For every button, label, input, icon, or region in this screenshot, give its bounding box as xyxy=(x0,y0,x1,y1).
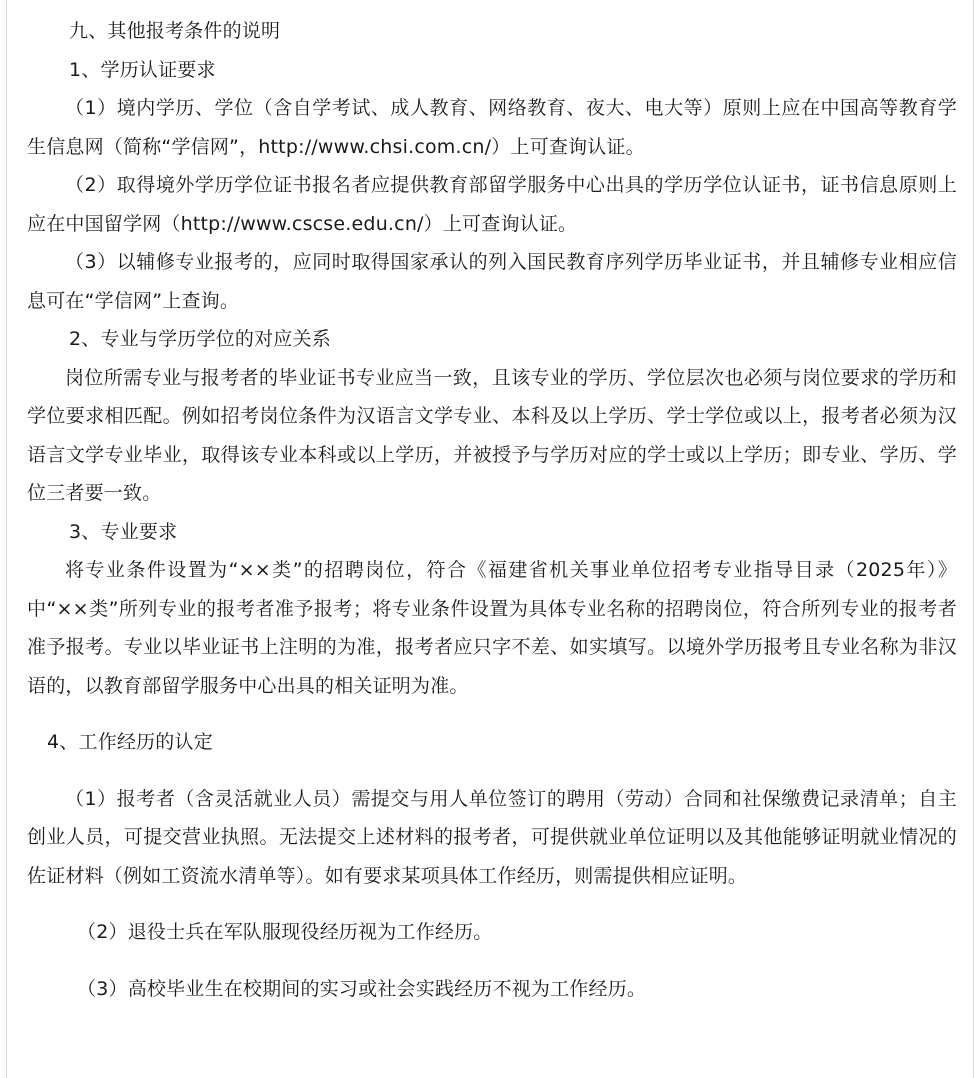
sub4-paragraph-2: （2）退役士兵在军队服现役经历视为工作经历。 xyxy=(77,921,493,943)
sub4-paragraph-3: （3）高校毕业生在校期间的实习或社会实践经历不视为工作经历。 xyxy=(77,977,647,1000)
section-title: 九、其他报考条件的说明 xyxy=(69,20,281,42)
sub3-title: 3、专业要求 xyxy=(69,520,178,543)
sub1-paragraph-1: （1）境内学历、学位（含自学考试、成人教育、网络教育、夜大、电大等）原则上应在中国高等教育学生信息网（简称“学信网”，http://www.chsi.com.cn/）上可查询认证。 xyxy=(27,97,957,158)
sub4-paragraph-1: （1）报考者（含灵活就业人员）需提交与用人单位签订的聘用（劳动）合同和社保缴费记录清单；自主创业人员，可提交营业执照。无法提交上述材料的报考者，可提供就业单位证明以及其他能够证明就业情况的佐证材料（例如工资流水清单等）。如有要求某项具体工作经历，则需提供相应证明。 xyxy=(27,787,957,887)
sub2-paragraph-1: 岗位所需专业与报考者的毕业证书专业应当一致，且该专业的学历、学位层次也必须与岗位要求的学历和学位要求相匹配。例如招考岗位条件为汉语言文学专业、本科及以上学历、学士学位或以上，报考者必须为汉语言文学专业毕业，取得该专业本科或以上学历，并被授予与学历对应的学士或以上学历；即专业、学历、学位三者要一致。 xyxy=(27,366,957,504)
sub1-title: 1、学历认证要求 xyxy=(69,58,216,81)
sub1-paragraph-2: （2）取得境外学历学位证书报名者应提供教育部留学服务中心出具的学历学位认证书，证书信息原则上应在中国留学网（http://www.cscse.edu.cn/）上可查询认证。 xyxy=(27,174,957,235)
page-left-border xyxy=(6,0,7,1078)
cropped-top-text-fragment xyxy=(380,0,480,2)
document-body xyxy=(27,12,957,1008)
sub2-title: 2、专业与学历学位的对应关系 xyxy=(69,328,331,350)
sub1-paragraph-3: （3）以辅修专业报考的，应同时取得国家承认的列入国民教育序列学历毕业证书，并且辅修专业相应信息可在“学信网”上查询。 xyxy=(27,251,957,312)
sub3-paragraph-1: 将专业条件设置为“××类”的招聘岗位，符合《福建省机关事业单位招考专业指导目录（2025年）》中“××类”所列专业的报考者准予报考；将专业条件设置为具体专业名称的招聘岗位，符合所列专业的报考者准予报考。专业以毕业证书上注明的为准，报考者应只字不差、如实填写。以境外学历报考且专业名称为非汉语的，以教育部留学服务中心出具的相关证明为准。 xyxy=(27,559,957,697)
sub4-title: 4、工作经历的认定 xyxy=(47,731,213,753)
